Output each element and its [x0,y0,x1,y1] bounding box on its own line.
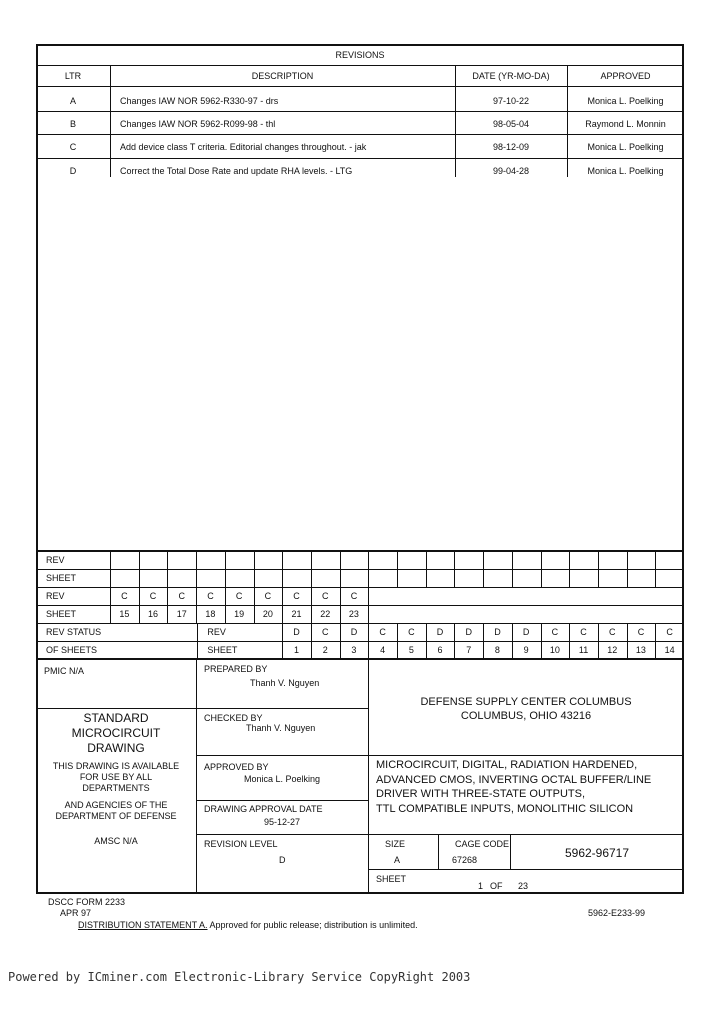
rev-ltr: D [69,166,77,176]
status-rev-label: REV [46,555,65,565]
rev-status-label: REV STATUS [46,627,102,637]
powered-by-banner: Powered by ICminer.com Electronic-Library Service CopyRight 2003 [8,970,471,984]
sheet-total: 23 [518,881,529,891]
mid-rev-cell: C [321,591,329,601]
low-sheet-cell: 2 [322,645,328,655]
mid-rev-cell: C [178,591,185,601]
cage-value: 67268 [452,855,478,865]
form-date: APR 97 [60,908,92,918]
rev-approved: Monica L. Poelking [587,166,664,176]
low-sheet-cell: 11 [578,645,589,655]
rev-label: REV [207,627,226,637]
prepared-by-label: PREPARED BY [204,664,268,674]
mid-sheet-cell: 19 [234,609,245,619]
size-label: SIZE [385,839,406,849]
rev-date: 98-12-09 [492,142,530,152]
approved-by-label: APPROVED BY [204,762,269,772]
status-sheet-label: SHEET [46,573,77,583]
low-rev-cell: D [465,627,472,637]
rev-header-approved: APPROVED [600,70,651,81]
mid-rev-cell: C [235,591,243,601]
low-rev-cell: D [436,627,444,637]
low-rev-cell: C [379,627,386,637]
low-rev-cell: C [666,627,673,637]
low-rev-cell: C [608,627,616,637]
drawing-number: 5962-96717 [564,846,630,860]
mid-sheet-cell: 22 [320,609,331,619]
revisions-title: REVISIONS [335,50,385,60]
mid-rev-cell: C [207,591,214,601]
mid-rev-cell: C [264,591,272,601]
rev-ltr: C [69,142,77,152]
low-rev-cell: C [321,627,329,637]
mid-sheet-cell: 21 [291,609,302,619]
amsc: AMSC N/A [94,836,138,846]
mid-sheet-cell: 16 [148,609,159,619]
dscc-address: DEFENSE SUPPLY CENTER COLUMBUS COLUMBUS, OHIO 43216 [420,696,632,722]
mid-sheet-cell: 17 [176,609,187,619]
low-sheet-cell: 3 [351,645,357,655]
low-sheet-cell: 1 [294,645,300,655]
low-sheet-cell: 13 [635,645,646,655]
size-value: A [394,855,401,865]
drawing-approval-label: DRAWING APPROVAL DATE [204,804,323,814]
distribution-label: DISTRIBUTION STATEMENT A. [78,920,208,930]
form-number: DSCC FORM 2233 [48,897,126,907]
mid-rev-cell: C [350,591,358,601]
rev-header-date: DATE (YR-MO-DA) [472,70,550,81]
rev-header-description: DESCRIPTION [251,70,314,81]
mid-sheet-cell: 18 [205,609,216,619]
pmic: PMIC N/A [44,666,85,676]
drawing-title: MICROCIRCUIT, DIGITAL, RADIATION HARDENED, ADVANCED CMOS, INVERTING OCTAL BUFFER/LINE DRIVER WITH THREE-STATE OUTPUTS, TTL COMPATIBLE INPUTS, MONOLITHIC SILICON [376,759,652,815]
rev-approved: Monica L. Poelking [587,96,664,106]
drawing-approval-date: 95-12-27 [264,817,301,827]
cage-label: CAGE CODE [455,839,510,849]
status-sheet-label: SHEET [46,609,77,619]
mid-rev-cell: C [149,591,157,601]
low-rev-cell: C [637,627,645,637]
low-rev-cell: C [551,627,559,637]
sheet-label: SHEET [376,874,407,884]
rev-date: 99-04-28 [492,166,530,176]
low-sheet-cell: 14 [664,645,675,655]
rev-ltr: A [69,96,76,106]
low-sheet-cell: 6 [437,645,443,655]
rev-description: Add device class T criteria. Editorial changes throughout. - jak [120,142,367,152]
low-rev-cell: C [580,627,587,637]
low-sheet-cell: 8 [494,645,500,655]
standard-microcircuit-drawing: STANDARD MICROCIRCUIT DRAWING [71,711,161,755]
low-sheet-cell: 5 [408,645,414,655]
availability-statement: THIS DRAWING IS AVAILABLE FOR USE BY ALL DEPARTMENTS AND AGENCIES OF THE DEPARTMENT OF DEFENSE [52,761,180,821]
mid-rev-cell: C [293,591,300,601]
distribution-text: Approved for public release; distribution is unlimited. [207,920,418,930]
rev-header-ltr: LTR [64,70,82,81]
mid-rev-cell: C [121,591,128,601]
revision-level: D [279,855,286,865]
rev-approved: Monica L. Poelking [587,142,664,152]
mid-sheet-cell: 20 [262,609,273,619]
mid-sheet-cell: 23 [348,609,359,619]
rev-ltr: B [69,119,76,129]
rev-description: Correct the Total Dose Rate and update RHA levels. - LTG [120,166,353,176]
approved-by-name: Monica L. Poelking [244,774,321,784]
rev-date: 98-05-04 [492,119,530,129]
low-rev-cell: C [408,627,415,637]
low-rev-cell: D [494,627,501,637]
rev-description: Changes IAW NOR 5962-R099-98 - thl [120,119,276,129]
checked-by-name: Thanh V. Nguyen [246,723,316,733]
low-sheet-cell: 10 [549,645,560,655]
sheet-label: SHEET [207,645,238,655]
mid-sheet-cell: 15 [119,609,130,619]
low-rev-cell: D [293,627,300,637]
low-sheet-cell: 4 [380,645,386,655]
low-sheet-cell: 9 [523,645,529,655]
checked-by-label: CHECKED BY [204,713,263,723]
sheet-of: OF [490,881,503,891]
rev-approved: Raymond L. Monnin [585,119,666,129]
distribution-statement [78,920,418,930]
of-sheets-label: OF SHEETS [46,645,98,655]
status-rev-label: REV [46,591,65,601]
revision-level-label: REVISION LEVEL [204,839,278,849]
prepared-by-name: Thanh V. Nguyen [250,678,320,688]
rev-date: 97-10-22 [492,96,530,106]
low-sheet-cell: 12 [607,645,618,655]
document-code: 5962-E233-99 [588,908,646,918]
sheet-current: 1 [478,881,484,891]
low-rev-cell: D [522,627,530,637]
rev-description: Changes IAW NOR 5962-R330-97 - drs [120,96,279,106]
low-sheet-cell: 7 [466,645,472,655]
low-rev-cell: D [350,627,358,637]
